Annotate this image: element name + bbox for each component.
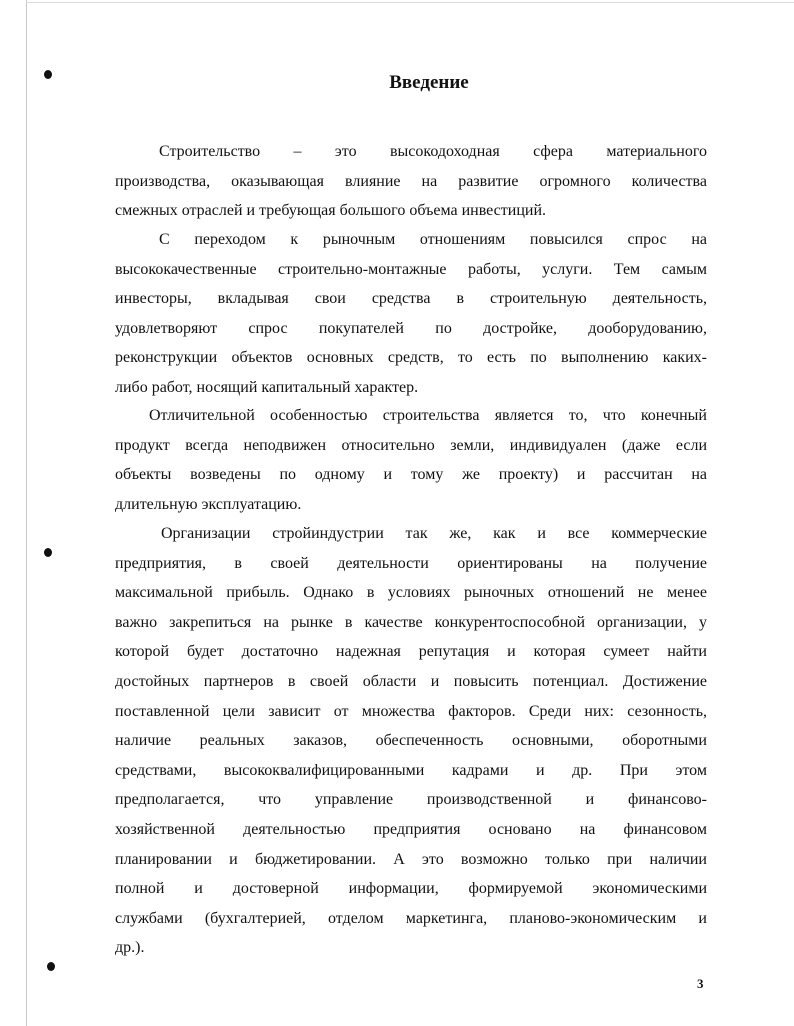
text-line: Отличительной особенностью строительства является то, что конечный	[149, 407, 707, 424]
text-line: Строительство – это высокодоходная сфера материального	[159, 143, 707, 160]
text-line: Организации стройиндустрии так же, как и все коммерческие	[161, 525, 707, 542]
page-number: 3	[697, 976, 704, 991]
page-edge-line	[26, 0, 27, 1026]
text-line: высококачественные строительно-монтажные работы, услуги. Тем самым	[115, 260, 707, 278]
paragraph-market	[115, 225, 707, 403]
text-line: хозяйственной деятельностью предприятия основано на финансовом	[115, 820, 707, 838]
text-line: удовлетворяют спрос покупателей по достройке, дооборудованию,	[115, 319, 707, 337]
text-line: планировании и бюджетировании. А это возможно только при наличии	[115, 850, 707, 868]
page-title: Введение	[389, 72, 469, 93]
text-line: службами (бухгалтерией, отделом маркетинга, планово-экономическим и	[115, 909, 707, 927]
text-line: полной и достоверной информации, формируемой экономическими	[115, 880, 707, 898]
text-line: которой будет достаточно надежная репутация и которая сумеет найти	[115, 643, 707, 661]
text-line: важно закрепиться на рынке в качестве конкурентоспособной организации, у	[115, 613, 707, 631]
text-line: инвесторы, вкладывая свои средства в строительную деятельность,	[115, 290, 707, 308]
text-line: смежных отраслей и требующая большого объема инвестиций.	[115, 202, 546, 220]
text-line: предприятия, в своей деятельности ориентированы на получение	[115, 554, 707, 572]
text-line: достойных партнеров в своей области и повысить потенциал. Достижение	[115, 672, 707, 690]
text-line: средствами, высококвалифицированными кадрами и др. При этом	[115, 761, 707, 779]
text-line: С переходом к рыночным отношениям повысился спрос на	[159, 231, 707, 248]
paragraph-features	[115, 401, 707, 519]
text-line: либо работ, носящий капитальный характер.	[115, 378, 419, 396]
text-line: др.).	[115, 939, 145, 957]
page-top-edge	[26, 2, 794, 3]
binder-hole-mark	[44, 548, 52, 557]
text-line: производства, оказывающая влияние на развитие огромного количества	[115, 172, 707, 190]
paragraph-organizations	[115, 519, 707, 963]
text-line: объекты возведены по одному и тому же проекту) и рассчитан на	[115, 466, 707, 484]
text-line: наличие реальных заказов, обеспеченность основными, оборотными	[115, 732, 707, 750]
text-line: реконструкции объектов основных средств, то есть по выполнению каких-	[115, 349, 707, 367]
text-line: максимальной прибыль. Однако в условиях рыночных отношений не менее	[115, 584, 707, 602]
text-line: продукт всегда неподвижен относительно земли, индивидуален (даже если	[115, 436, 707, 454]
binder-hole-mark	[47, 962, 55, 971]
paragraph-intro	[115, 137, 707, 226]
text-line: предполагается, что управление производственной и финансово-	[115, 791, 707, 809]
text-line: длительную эксплуатацию.	[115, 495, 302, 513]
text-line: поставленной цели зависит от множества факторов. Среди них: сезонность,	[115, 702, 707, 720]
